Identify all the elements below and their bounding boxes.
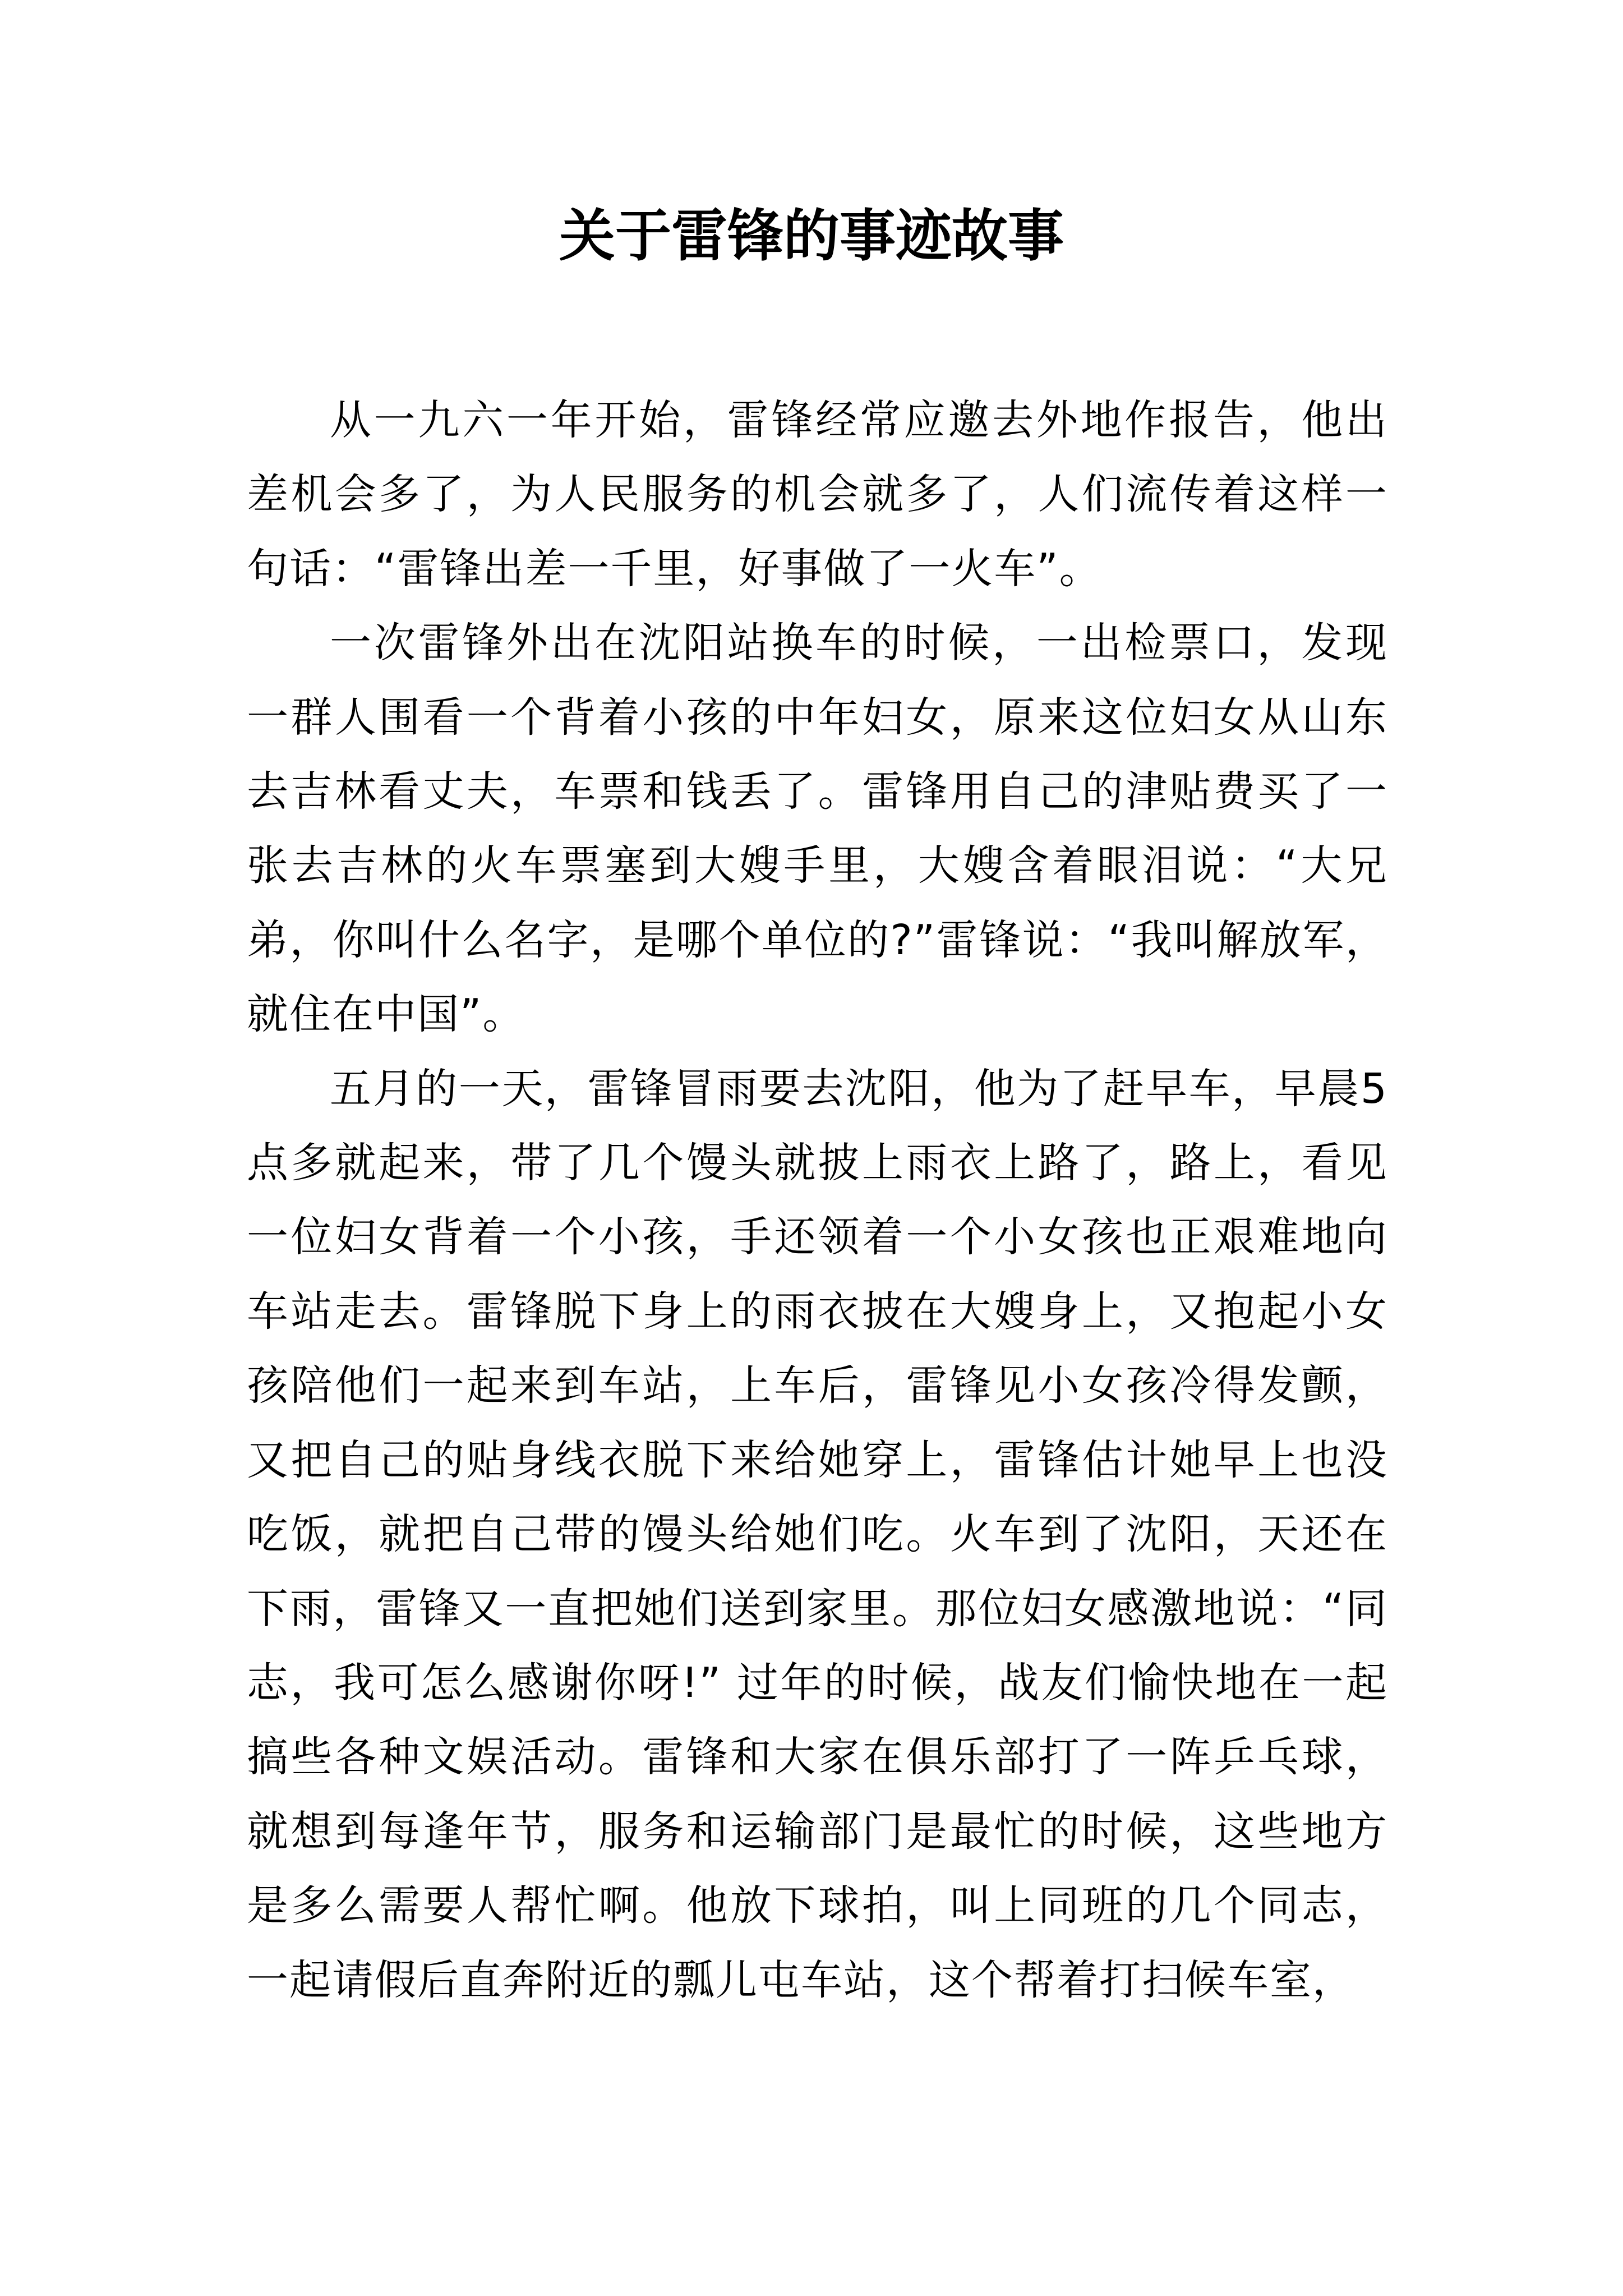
document-body (247, 383, 1388, 2017)
paragraph-1: 从一九六一年开始，雷锋经常应邀去外地作报告，他出差机会多了，为人民服务的机会就多了，人们流传着这样一句话：“雷锋出差一千里，好事做了一火车”。 (247, 396, 1388, 593)
paragraph-2: 一次雷锋外出在沈阳站换车的时候，一出检票口，发现一群人围看一个背着小孩的中年妇女，原来这位妇女从山东去吉林看丈夫，车票和钱丢了。雷锋用自己的津贴费买了一张去吉林的火车票塞到大嫂手里，大嫂含着眼泪说：“大兄弟，你叫什么名字，是哪个单位的?”雷锋说：“我叫解放军，就住在中国”。 (247, 619, 1388, 1039)
document-title: 关于雷锋的事迹故事 (559, 203, 1064, 269)
paragraph-3: 五月的一天，雷锋冒雨要去沈阳，他为了赶早车，早晨5点多就起来，带了几个馒头就披上雨衣上路了，路上，看见一位妇女背着一个小孩，手还领着一个小女孩也正艰难地向车站走去。雷锋脱下身上的雨衣披在大嫂身上，又抱起小女孩陪他们一起来到车站，上车后，雷锋见小女孩冷得发颤，又把自己的贴身线衣脱下来给她穿上，雷锋估计她早上也没吃饭，就把自己带的馒头给她们吃。火车到了沈阳，天还在下雨，雷锋又一直把她们送到家里。那位妇女感激地说：“同志，我可怎么感谢你呀!” 过年的时候，战友们愉快地在一起搞些各种文娱活动。雷锋和大家在俱乐部打了一阵乒乓球，就想到每逢年节，服务和运输部门是最忙的时候，这些地方是多么需要人帮忙啊。他放下球拍，叫上同班的几个同志，一起请假后直奔附近的瓢儿屯车站，这个帮着打扫候车室， (247, 1064, 1388, 2004)
